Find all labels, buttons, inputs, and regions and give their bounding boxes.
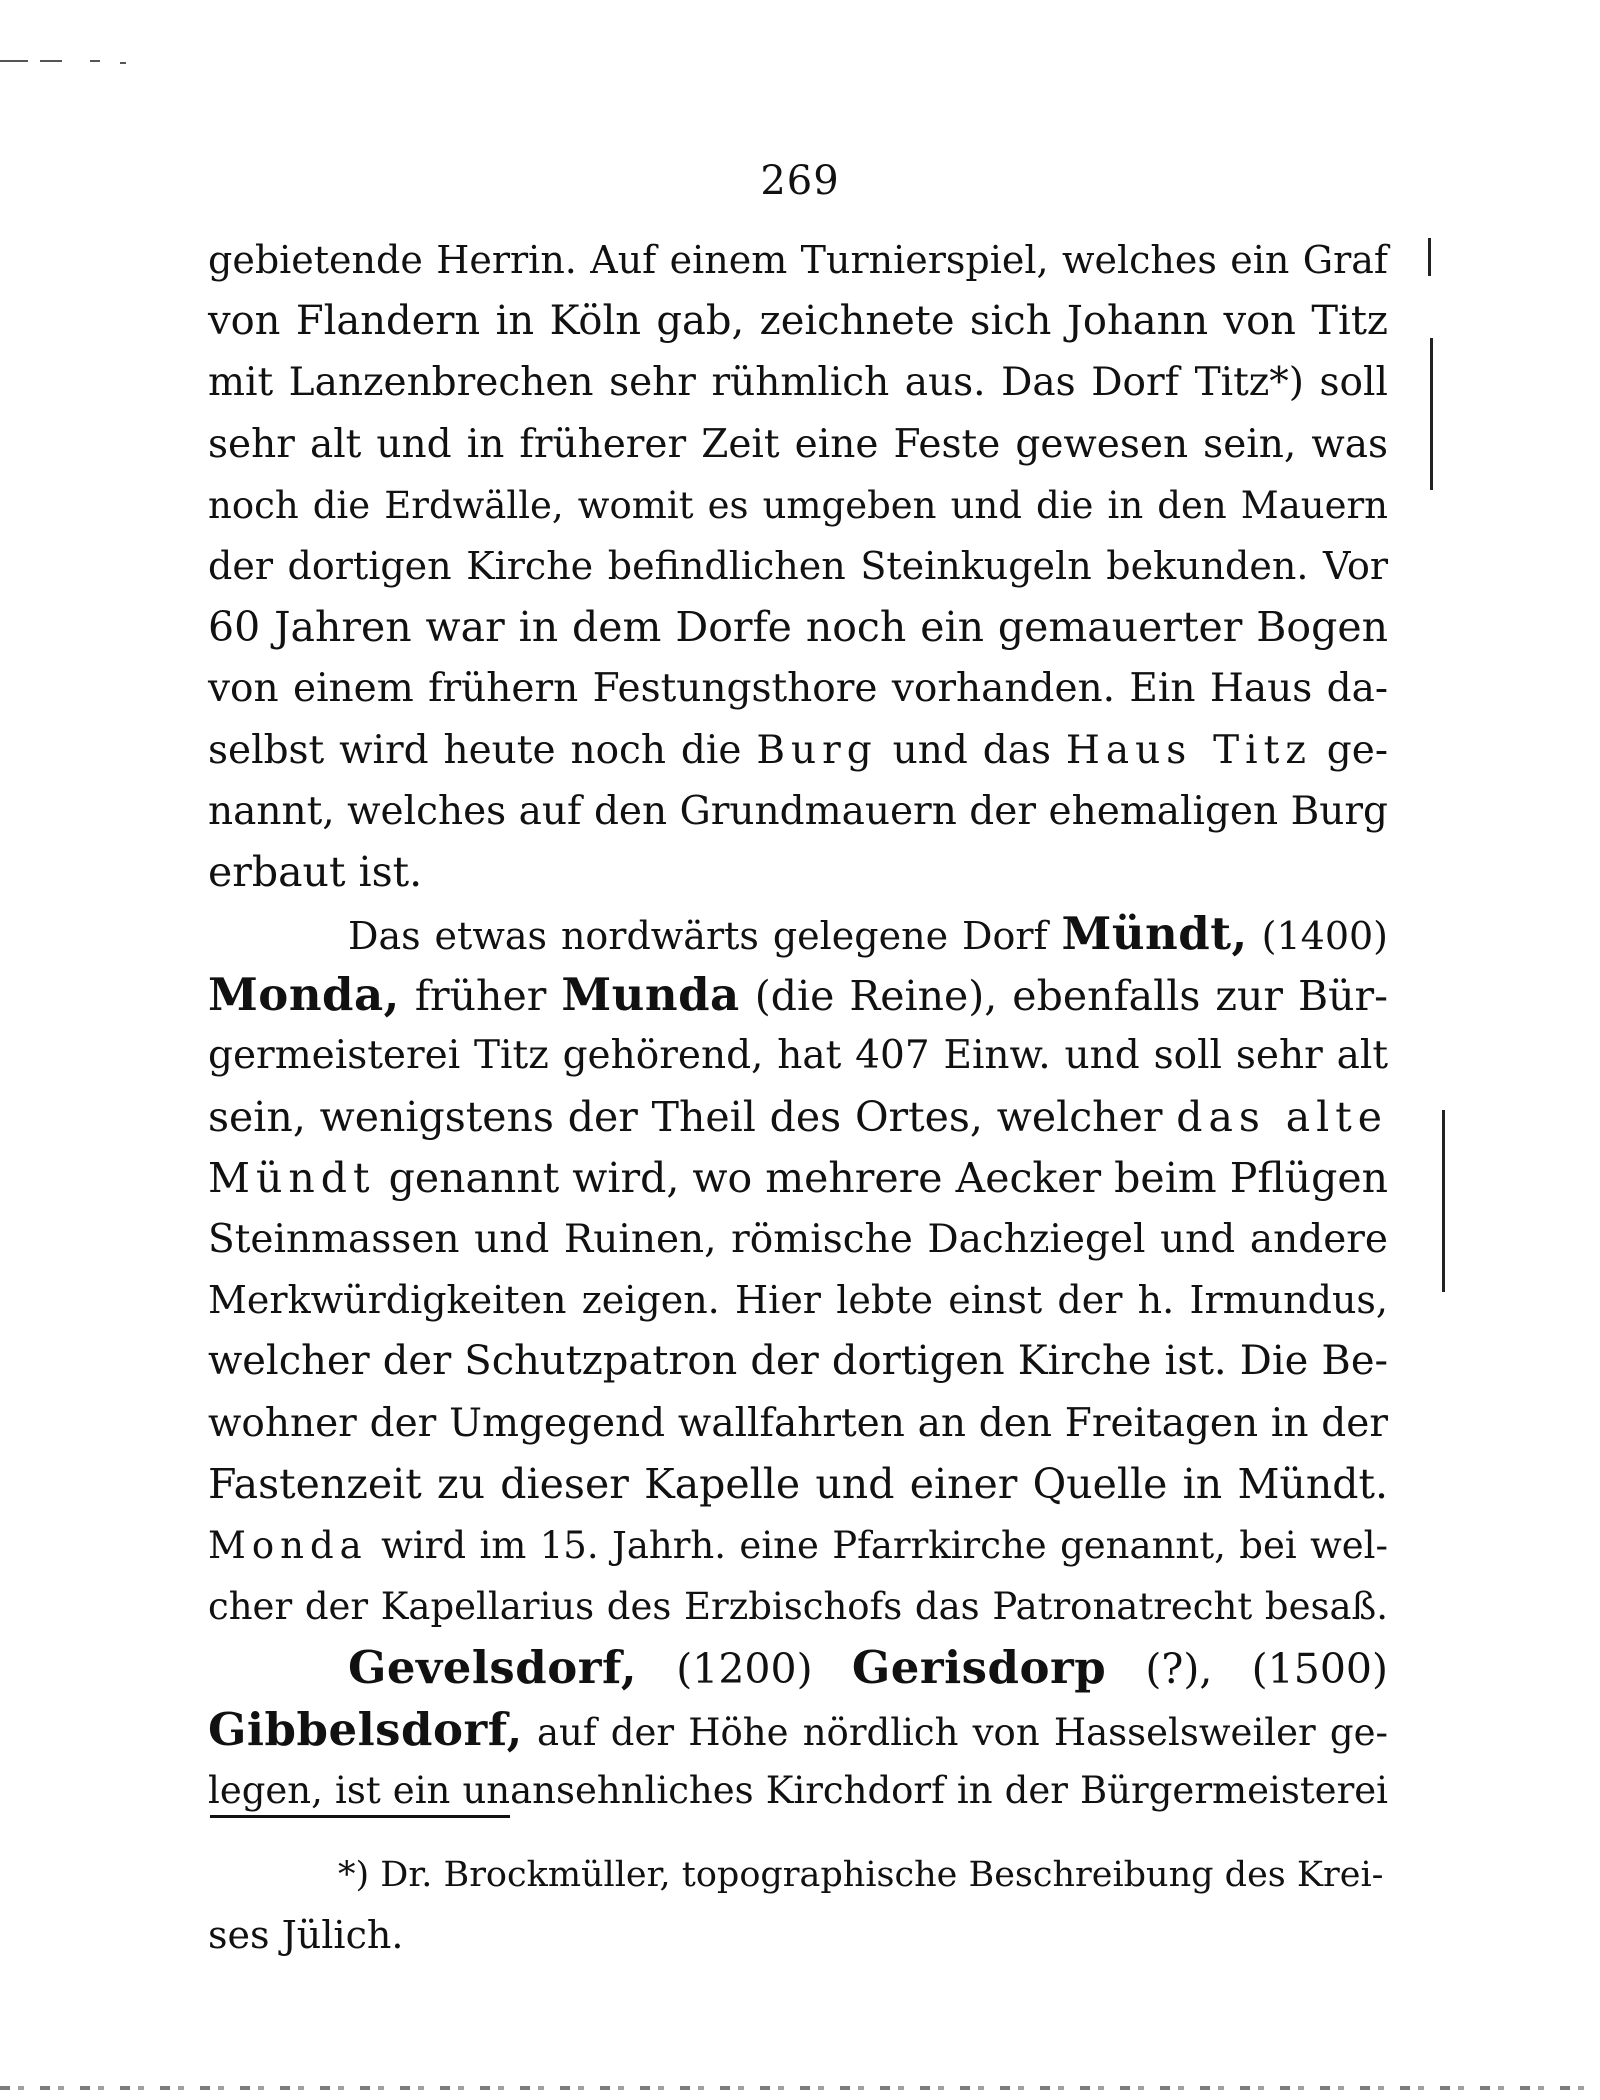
text-line: der dortigen Kirche befindlichen Steinkugeln bekunden. Vor [208, 543, 1388, 588]
text-run: ge- [1311, 727, 1388, 773]
scan-artifact [120, 62, 126, 64]
text-run: (die Reine), ebenfalls zur Bür- [739, 972, 1388, 1021]
text-run: genannt wird, wo mehrere Aecker beim Pflügen [375, 1153, 1388, 1202]
text-line: sehr alt und in früherer Zeit eine Feste gewesen sein, was [208, 421, 1388, 467]
spaced-term-burg: Burg [756, 727, 878, 773]
footnote-rule [210, 1815, 510, 1818]
text-run: Dr. Brockmüller, topographische Beschreibung des Krei- [369, 1855, 1384, 1895]
place-name-munda: Munda [561, 968, 740, 1022]
place-name-gibbelsdorf: Gibbelsdorf, [208, 1702, 523, 1756]
text-run: sein, wenigstens der Theil des Ortes, welcher [208, 1092, 1177, 1141]
text-run: Das etwas nordwärts gelegene Dorf [348, 914, 1062, 959]
place-name-monda: Monda, [208, 968, 400, 1022]
text-line [208, 964, 1388, 1025]
text-run: (?), (1500) [1106, 1645, 1388, 1694]
spaced-term-haus-titz: Haus Titz [1065, 727, 1312, 773]
footnote-mark: *) [338, 1855, 370, 1895]
text-run: und das [877, 727, 1066, 773]
text-line: erbaut ist. [208, 847, 423, 896]
margin-mark [1430, 338, 1433, 490]
text-line [208, 1637, 1388, 1698]
text-line [208, 720, 1388, 781]
text-line: Merkwürdigkeiten zeigen. Hier lebte einst der h. Irmundus, [208, 1278, 1388, 1323]
text-run: auf der Höhe nördlich von Hasselsweiler ge- [522, 1710, 1388, 1754]
text-line: legen, ist ein unansehnliches Kirchdorf in der Bürgermeisterei [208, 1768, 1388, 1812]
text-run: (1400) [1247, 914, 1388, 959]
text-line: von einem frühern Festungsthore vorhanden. Ein Haus da- [208, 666, 1388, 712]
place-name-gevelsdorf: Gevelsdorf, [348, 1641, 637, 1695]
text-run: früher [399, 972, 562, 1021]
margin-mark [1428, 238, 1431, 276]
margin-mark [1442, 1110, 1445, 1292]
text-run: selbst wird heute noch die [208, 727, 742, 773]
text-line: nannt, welches auf den Grundmauern der ehemaligen Burg [208, 788, 1388, 834]
text-run: wird im 15. Jahrh. eine Pfarrkirche genannt, bei wel- [367, 1523, 1388, 1567]
spaced-term-das-alte: das alte [1176, 1092, 1388, 1141]
page-number: 269 [760, 158, 840, 204]
scan-artifact [90, 60, 100, 62]
text-line: Fastenzeit zu dieser Kapelle und einer Quelle in Mündt. [208, 1459, 1388, 1508]
text-line [208, 1515, 1388, 1576]
text-line [208, 1148, 1388, 1209]
footnote [208, 1845, 1388, 1965]
text-line: germeisterei Titz gehörend, hat 407 Einw. und soll sehr alt [208, 1033, 1388, 1079]
text-line: cher der Kapellarius des Erzbischofs das Patronatrecht besaß. [208, 1585, 1388, 1629]
text-line: wohner der Umgegend wallfahrten an den Freitagen in der [208, 1400, 1388, 1446]
scan-artifact [0, 2086, 1600, 2090]
text-line: mit Lanzenbrechen sehr rühmlich aus. Das Dorf Titz*) soll [208, 360, 1388, 406]
text-line [208, 1087, 1388, 1148]
text-line: von Flandern in Köln gab, zeichnete sich Johann von Titz [208, 298, 1388, 345]
text-line: 60 Jahren war in dem Dorfe noch ein gemauerter Bogen [208, 603, 1388, 652]
spaced-term-muendt: Mündt [208, 1153, 376, 1202]
place-name-muendt: Mündt, [1061, 907, 1248, 961]
spaced-term-monda: Monda [208, 1523, 368, 1567]
text-line: welcher der Schutzpatron der dortigen Kirche ist. Die Be- [208, 1338, 1388, 1385]
scan-artifact [40, 60, 62, 62]
text-line: noch die Erdwälle, womit es umgeben und die in den Mauern [208, 483, 1388, 527]
place-name-gerisdorp: Gerisdorp [851, 1641, 1107, 1695]
text-run: (1200) [637, 1645, 852, 1694]
text-line [208, 1699, 1388, 1760]
body-text [208, 230, 1388, 1821]
scan-artifact [0, 60, 28, 62]
text-line: Steinmassen und Ruinen, römische Dachziegel und andere [208, 1217, 1388, 1262]
text-line [208, 903, 1388, 964]
footnote-line [208, 1845, 1388, 1905]
footnote-line: ses Jülich. [208, 1913, 404, 1957]
text-line: gebietende Herrin. Auf einem Turnierspiel, welches ein Graf [208, 238, 1388, 282]
